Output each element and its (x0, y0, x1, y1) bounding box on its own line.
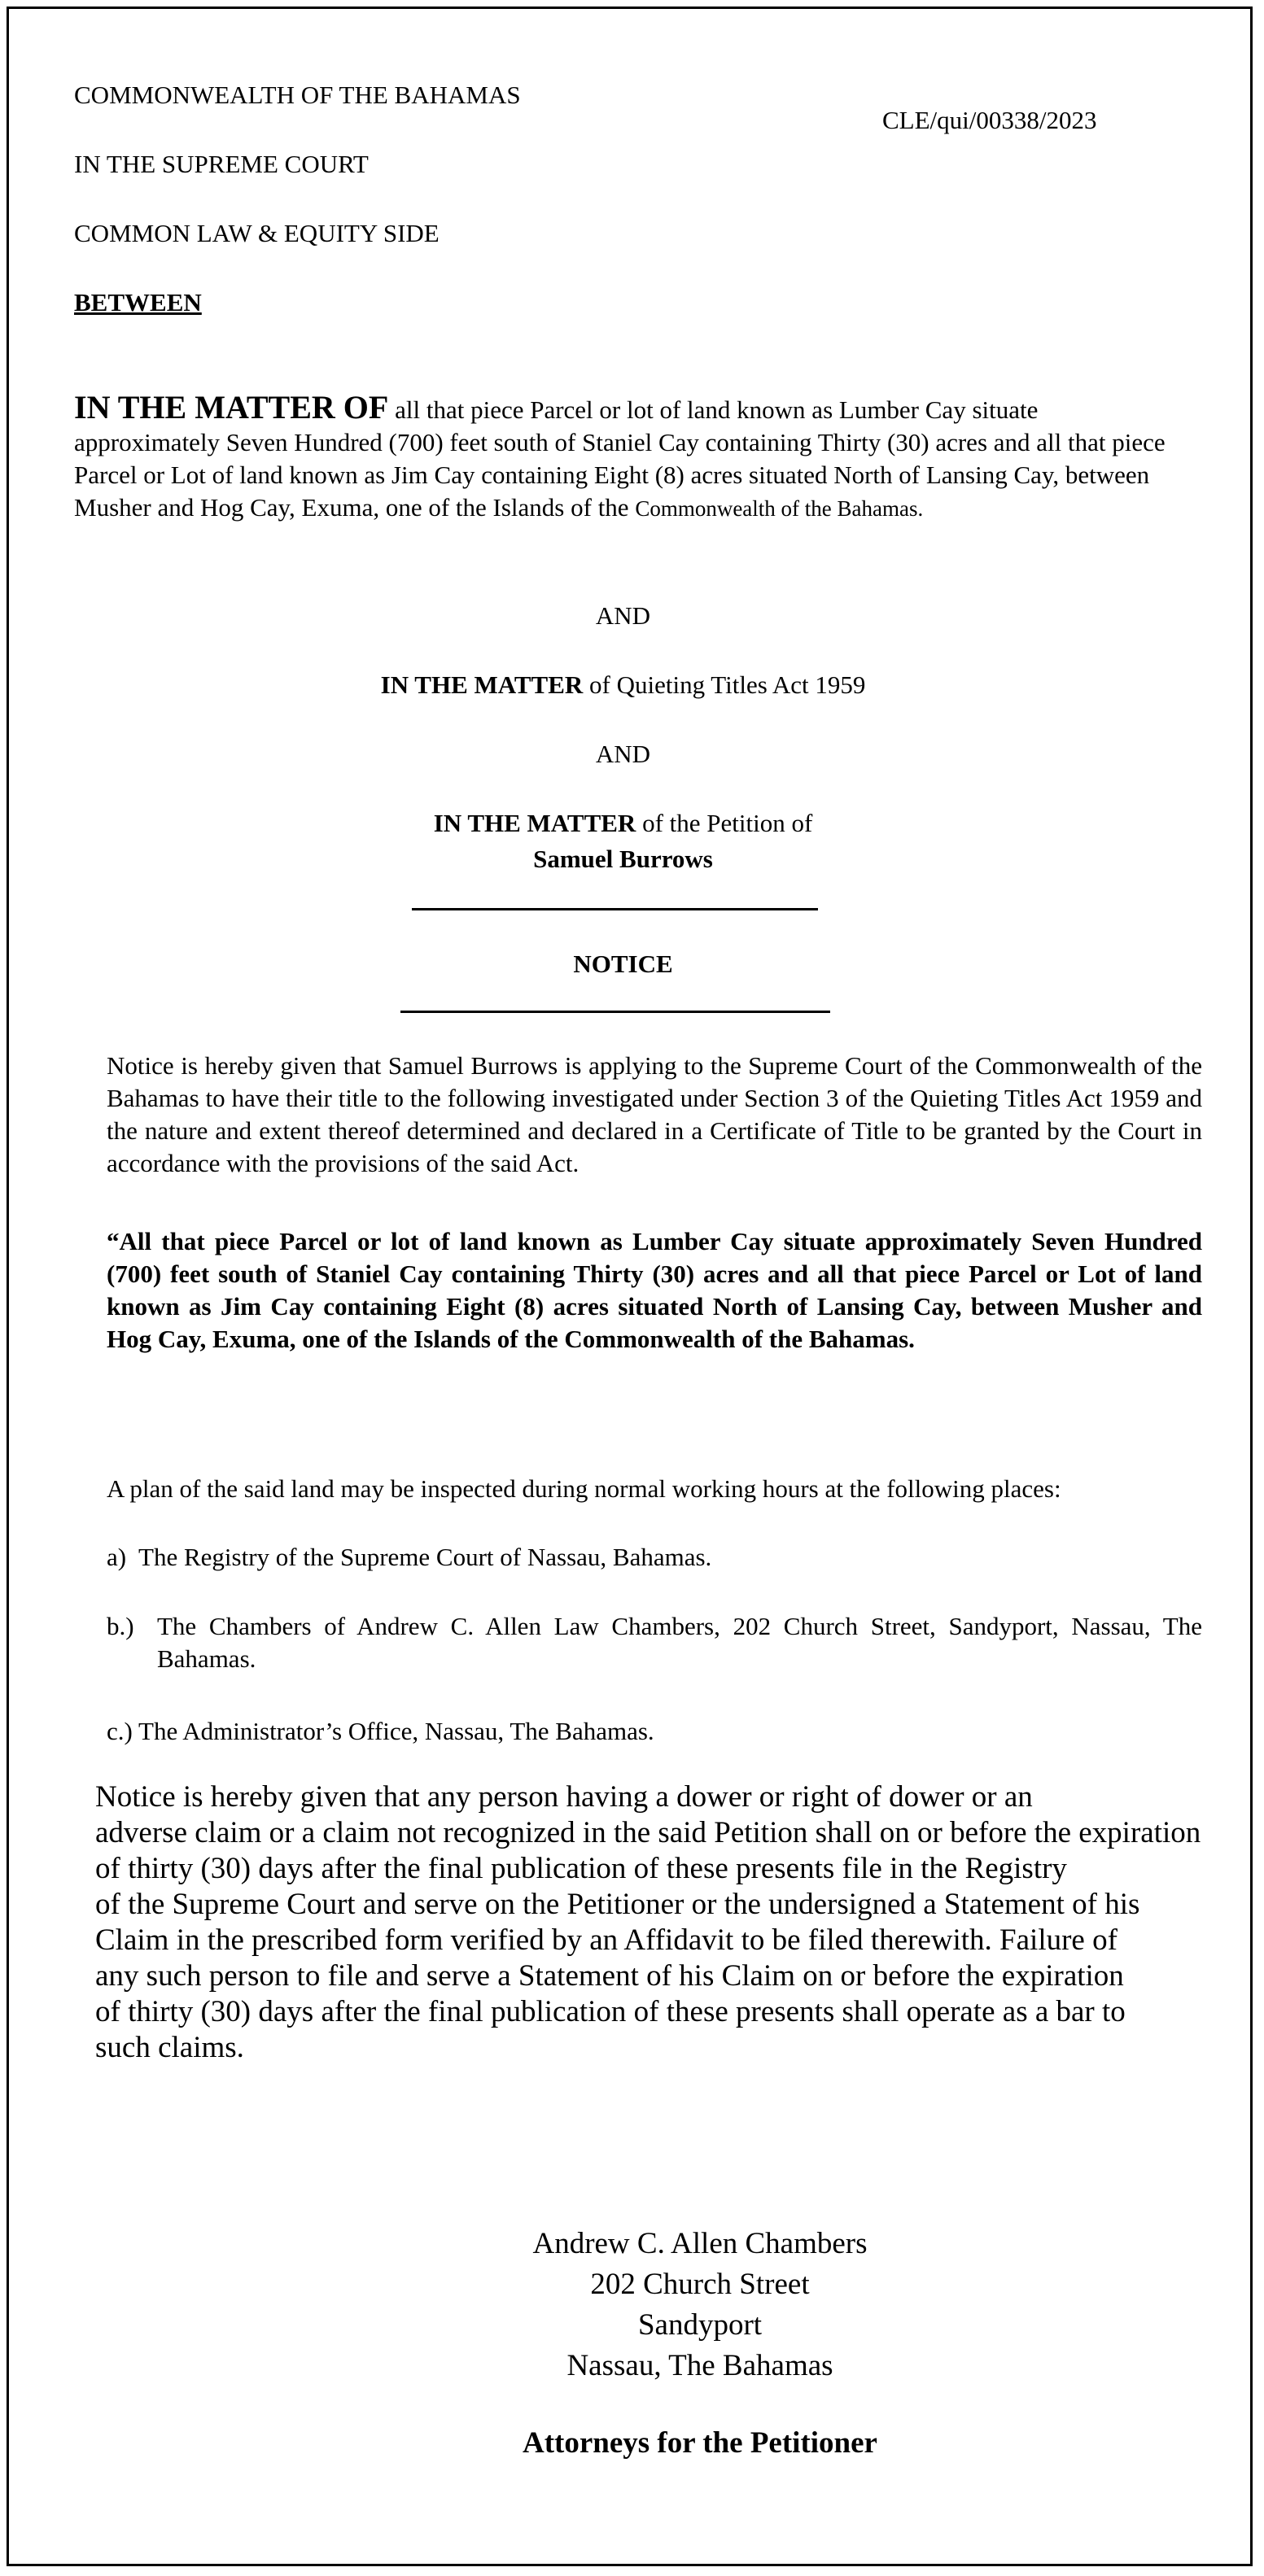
place-marker: a) (107, 1543, 127, 1571)
court-side-heading: COMMON LAW & EQUITY SIDE (74, 219, 440, 247)
matter-act-text: of Quieting Titles Act 1959 (583, 670, 866, 699)
matter-land-lead: IN THE MATTER OF (74, 389, 389, 426)
claim-notice-line: of the Supreme Court and serve on the Petitioner or the undersigned a Statement of his (95, 1888, 1140, 1921)
place-item-a (107, 1541, 1202, 1574)
matter-act-line (0, 669, 1246, 701)
place-item-c (107, 1715, 1202, 1748)
signature-area: Sandyport (637, 2308, 763, 2342)
place-text: The Chambers of Andrew C. Allen Law Chambers, 202 Church Street, Sandyport, Nassau, The Bahamas. (157, 1612, 1202, 1673)
signature-role: Attorneys for the Petitioner (523, 2426, 877, 2460)
land-description: “All that piece Parcel or lot of land known as Lumber Cay situate approximately Seven Hundred (700) feet south of Staniel Cay containing Thirty (30) acres and all that piece Parcel or Lot of land known as Jim Cay containing Eight (8) acres situated North of Lansing Cay, between Musher and Hog Cay, Exuma, one of the Islands of the Commonwealth of the Bahamas. (107, 1227, 1202, 1353)
place-text: The Administrator’s Office, Nassau, The Bahamas. (138, 1717, 654, 1745)
signature-firm: Andrew C. Allen Chambers (532, 2227, 868, 2260)
claim-notice-line: of thirty (30) days after the final publication of these presents shall operate as a bar to (95, 1995, 1126, 2028)
matter-petition-lead: IN THE MATTER (433, 809, 636, 837)
claim-notice-line: adverse claim or a claim not recognized in the said Petition shall on or before the expiration (95, 1816, 1201, 1849)
matter-land-text: all that piece Parcel or lot of land known as Lumber Cay situate approximately Seven Hundred (700) feet south of Staniel Cay containing Thirty (30) acres and all that piece Parcel or Lot of land known as Jim Cay containing Eight (8) acres situated North of Lansing Cay, between Musher and Hog Cay, Exuma, one of the Islands of the (74, 395, 1166, 522)
and-separator-2: AND (595, 740, 651, 768)
notice-title: NOTICE (573, 950, 673, 978)
rule-above-notice (412, 908, 818, 910)
rule-below-notice (400, 1011, 830, 1013)
place-item-b (107, 1610, 1202, 1675)
signature-city: Nassau, The Bahamas (566, 2349, 833, 2382)
claim-notice-line: Claim in the prescribed form verified by an Affidavit to be filed therewith. Failure of (95, 1923, 1117, 1957)
place-marker: c.) (107, 1717, 133, 1745)
claim-notice-line: Notice is hereby given that any person having a dower or right of dower or an (95, 1780, 1033, 1814)
matter-petition-line (0, 807, 1246, 840)
claim-notice-paragraph (95, 1779, 1235, 2066)
place-text: The Registry of the Supreme Court of Nassau, Bahamas. (138, 1543, 712, 1571)
matter-act-lead: IN THE MATTER (380, 670, 584, 699)
court-heading: IN THE SUPREME COURT (74, 150, 369, 178)
claim-notice-line: any such person to file and serve a Statement of his Claim on or before the expiration (95, 1959, 1124, 1993)
matter-land-text-small: Commonwealth of the Bahamas. (635, 496, 924, 521)
claim-notice-line: of thirty (30) days after the final publication of these presents file in the Registry (95, 1852, 1067, 1885)
signature-block (456, 2224, 944, 2386)
notice-paragraph: Notice is hereby given that Samuel Burrows is applying to the Supreme Court of the Commonwealth of the Bahamas to have their title to the following investigated under Section 3 of the Quieting Titles Act 1959 and the nature and extent thereof determined and declared in a Certificate of Title to be granted by the Court in accordance with the provisions of the said Act. (107, 1051, 1202, 1177)
matter-petition-text: of the Petition of (636, 809, 813, 837)
claim-notice-line: such claims. (95, 2031, 244, 2064)
between-heading: BETWEEN (74, 288, 202, 317)
commonwealth-heading: COMMONWEALTH OF THE BAHAMAS (74, 81, 521, 109)
case-number: CLE/qui/00338/2023 (882, 106, 1097, 134)
matter-land-paragraph (74, 391, 1189, 525)
place-marker: b.) (107, 1612, 134, 1640)
plan-intro: A plan of the said land may be inspected during normal working hours at the following places: (107, 1474, 1061, 1503)
and-separator-1: AND (595, 601, 651, 630)
signature-street: 202 Church Street (590, 2268, 810, 2301)
petitioner-name: Samuel Burrows (533, 845, 713, 873)
